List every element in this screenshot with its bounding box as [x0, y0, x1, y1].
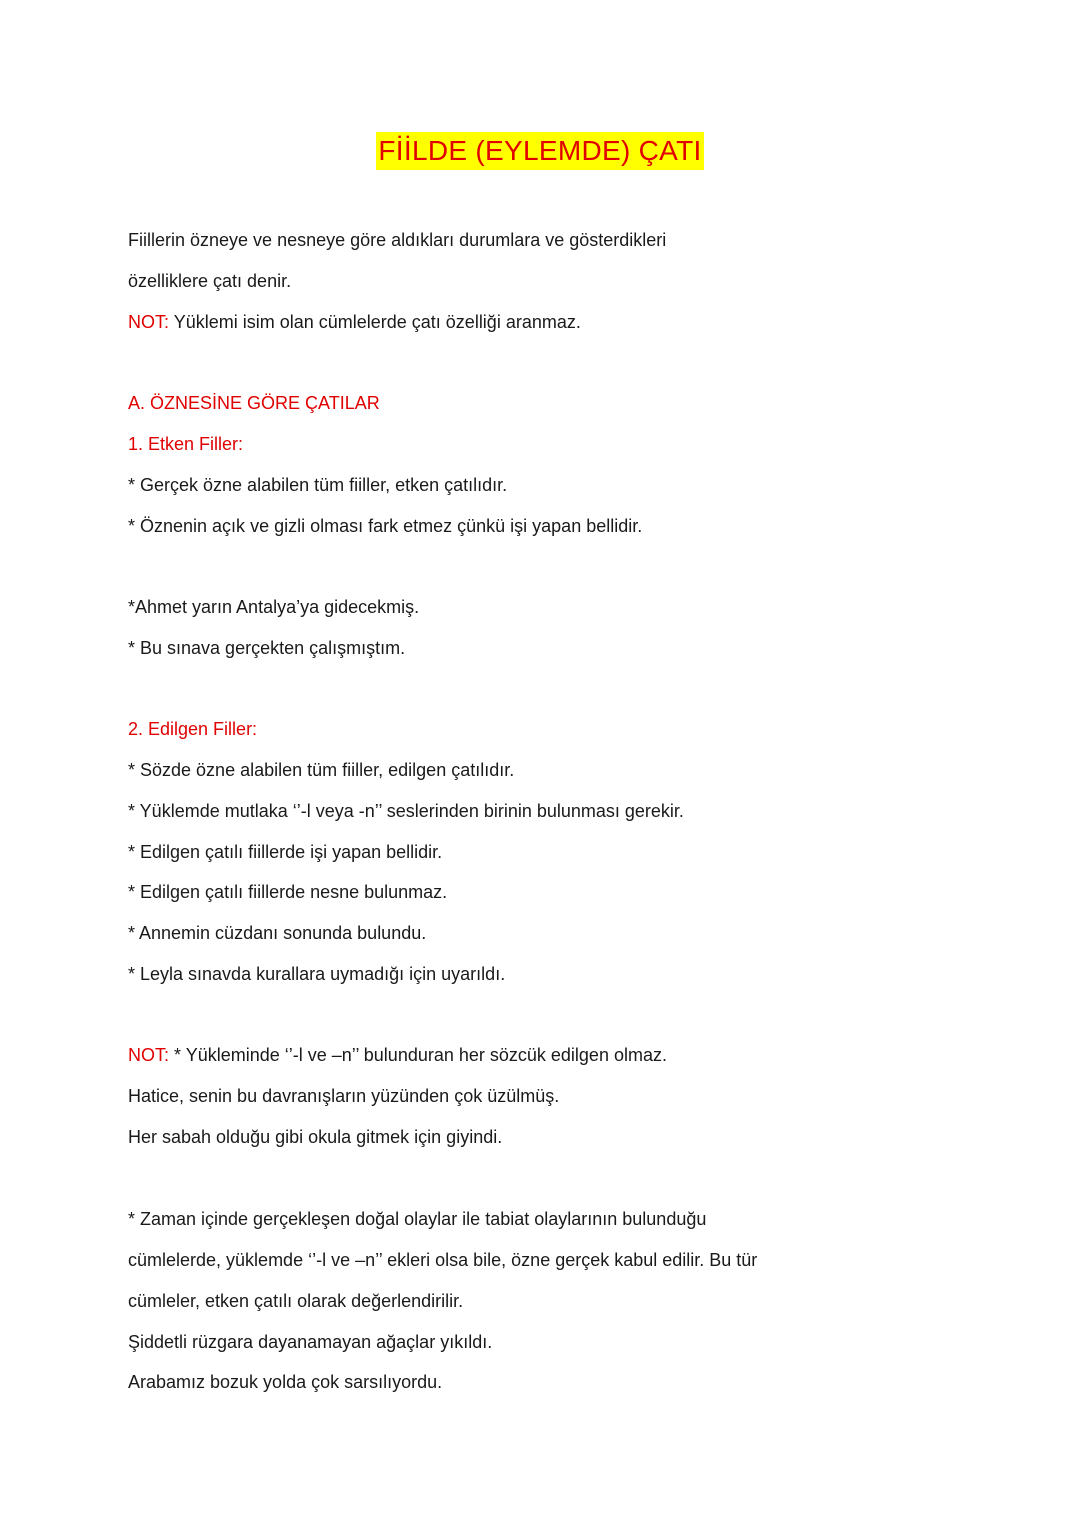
- note-text: Yüklemi isim olan cümlelerde çatı özelliği aranmaz.: [169, 312, 581, 332]
- edilgen-heading: 2. Edilgen Filler:: [128, 719, 258, 739]
- natural-line: cümleler, etken çatılı olarak değerlendirilir.: [128, 1291, 464, 1311]
- edilgen-line: * Leyla sınavda kurallara uymadığı için uyarıldı.: [128, 964, 506, 984]
- etken-rule: * Öznenin açık ve gizli olması fark etmez çünkü işi yapan bellidir.: [128, 516, 643, 536]
- etken-example: *Ahmet yarın Antalya’ya gidecekmiş.: [128, 597, 420, 617]
- page-title: FİİLDE (EYLEMDE) ÇATI: [376, 132, 703, 170]
- etken-example: * Bu sınava gerçekten çalışmıştım.: [128, 638, 406, 658]
- edilgen-line: * Edilgen çatılı fiillerde nesne bulunmaz.: [128, 882, 448, 902]
- note2-example: Hatice, senin bu davranışların yüzünden çok üzülmüş.: [128, 1086, 560, 1106]
- natural-line: * Zaman içinde gerçekleşen doğal olaylar ile tabiat olaylarının bulunduğu: [128, 1209, 707, 1229]
- natural-line: cümlelerde, yüklemde ‘’-l ve –n’’ ekleri olsa bile, özne gerçek kabul edilir. Bu tür: [128, 1250, 758, 1270]
- note2-example: Her sabah olduğu gibi okula gitmek için giyindi.: [128, 1127, 503, 1147]
- intro-note: [128, 310, 581, 334]
- note-label: NOT:: [128, 312, 170, 332]
- note2-label: NOT:: [128, 1045, 170, 1065]
- natural-example: Arabamız bozuk yolda çok sarsılıyordu.: [128, 1372, 443, 1392]
- note2: [128, 1043, 667, 1067]
- title-wrapper: [0, 132, 1080, 170]
- edilgen-line: * Yüklemde mutlaka ‘’-l veya -n’’ seslerinden birinin bulunması gerekir.: [128, 801, 684, 821]
- intro-line-1: Fiillerin özneye ve nesneye göre aldıkları durumlara ve gösterdikleri: [128, 230, 667, 250]
- section-a-heading: A. ÖZNESİNE GÖRE ÇATILAR: [128, 393, 380, 413]
- natural-example: Şiddetli rüzgara dayanamayan ağaçlar yıkıldı.: [128, 1332, 493, 1352]
- edilgen-line: * Sözde özne alabilen tüm fiiller, edilgen çatılıdır.: [128, 760, 515, 780]
- etken-heading: 1. Etken Filler:: [128, 434, 244, 454]
- etken-rule: * Gerçek özne alabilen tüm fiiller, etken çatılıdır.: [128, 475, 508, 495]
- intro-line-2: özelliklere çatı denir.: [128, 271, 292, 291]
- note2-text: * Yükleminde ‘’-l ve –n’’ bulunduran her sözcük edilgen olmaz.: [169, 1045, 667, 1065]
- edilgen-line: * Annemin cüzdanı sonunda bulundu.: [128, 923, 427, 943]
- edilgen-line: * Edilgen çatılı fiillerde işi yapan bellidir.: [128, 842, 443, 862]
